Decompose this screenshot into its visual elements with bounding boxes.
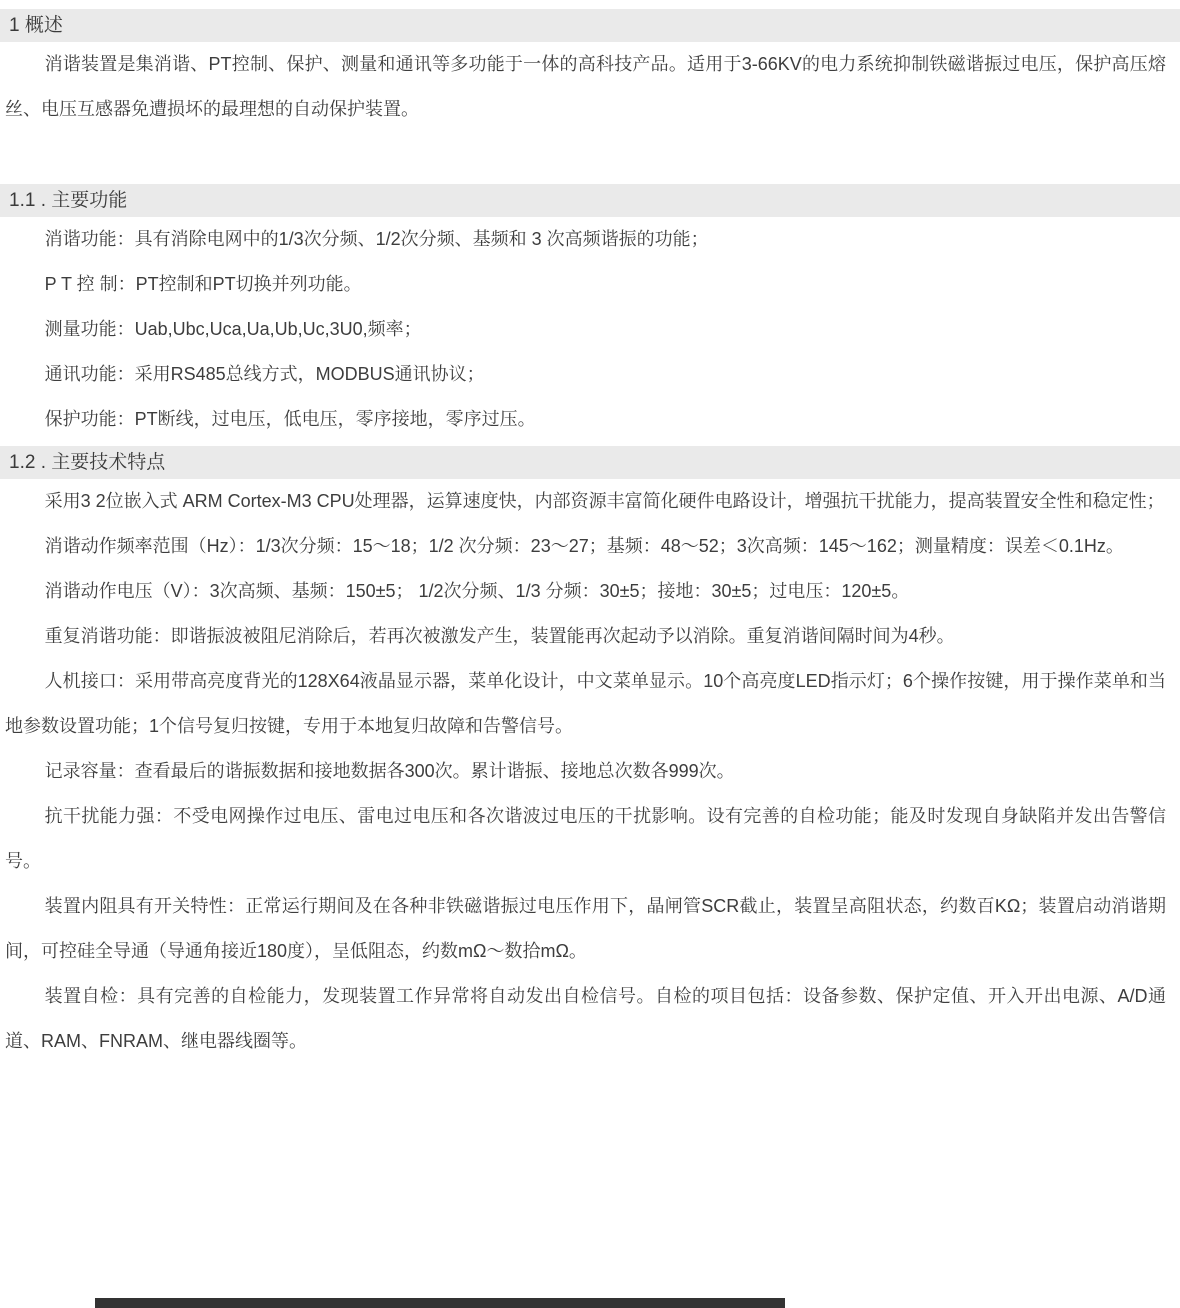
section-heading-text: 1.2 . 主要技术特点 <box>9 452 166 473</box>
feature-action-voltage: 消谐动作电压（V）：3次高频、基频：150±5； 1/2次分频、1/3 分频：30±5；接地：30±5；过电压：120±5。 <box>44 581 910 601</box>
function-item-communication: 通讯功能：采用RS485总线方式，MODBUS通讯协议； <box>44 364 485 384</box>
feature-hmi: 人机接口：采用带高亮度背光的128X64液晶显示器，菜单化设计，中文菜单显示。10个高亮度LED指示灯；6个操作按键，用于操作菜单和当地参数设置功能；1个信号复归按键，专用于本地复归故障和告警信号。 <box>5 671 1166 736</box>
function-item-measurement: 测量功能：Uab,Ubc,Uca,Ua,Ub,Uc,3U0,频率； <box>44 319 422 339</box>
function-item-harmonic-elimination: 消谐功能：具有消除电网中的1/3次分频、1/2次分频、基频和 3 次高频谐振的功能； <box>44 229 709 249</box>
section-heading-overview <box>0 9 1180 42</box>
feature-cpu: 采用3 2位嵌入式 ARM Cortex-M3 CPU处理器，运算速度快，内部资源丰富简化硬件电路设计，增强抗干扰能力，提高装置安全性和稳定性； <box>44 491 1165 511</box>
feature-anti-interference: 抗干扰能力强：不受电网操作过电压、雷电过电压和各次谐波过电压的干扰影响。设有完善的自检功能；能及时发现自身缺陷并发出告警信号。 <box>5 806 1166 871</box>
feature-internal-resistance: 装置内阻具有开关特性：正常运行期间及在各种非铁磁谐振过电压作用下，晶闸管SCR截止，装置呈高阻状态，约数百KΩ；装置启动消谐期间，可控硅全导通（导通角接近180度），呈低阻态，约数mΩ～数拾mΩ。 <box>5 896 1166 961</box>
overview-paragraph: 消谐装置是集消谐、PT控制、保护、测量和通讯等多功能于一体的高科技产品。适用于3-66KV的电力系统抑制铁磁谐振过电压，保护高压熔丝、电压互感器免遭损坏的最理想的自动保护装置。 <box>5 54 1166 119</box>
feature-repeat-elimination: 重复消谐功能：即谐振波被阻尼消除后，若再次被激发产生，装置能再次起动予以消除。重复消谐间隔时间为4秒。 <box>44 626 955 646</box>
feature-frequency-range: 消谐动作频率范围（Hz）：1/3次分频：15～18；1/2 次分频：23～27；基频：48～52；3次高频：145～162；测量精度：误差＜0.1Hz。 <box>44 536 1124 556</box>
function-item-pt-control: P T 控 制：PT控制和PT切换并列功能。 <box>44 274 362 294</box>
function-item-protection: 保护功能：PT断线，过电压，低电压，零序接地，零序过压。 <box>44 409 536 429</box>
section-heading-technical-features <box>0 446 1180 479</box>
section-heading-text: 1 概述 <box>9 15 63 36</box>
section-heading-text: 1.1 . 主要功能 <box>9 190 128 211</box>
feature-record-capacity: 记录容量：查看最后的谐振数据和接地数据各300次。累计谐振、接地总次数各999次。 <box>44 761 735 781</box>
feature-self-check: 装置自检：具有完善的自检能力，发现装置工作异常将自动发出自检信号。自检的项目包括：设备参数、保护定值、开入开出电源、A/D通道、RAM、FNRAM、继电器线圈等。 <box>5 986 1166 1051</box>
next-element-top-edge <box>95 1298 785 1308</box>
section-heading-main-functions <box>0 184 1180 217</box>
